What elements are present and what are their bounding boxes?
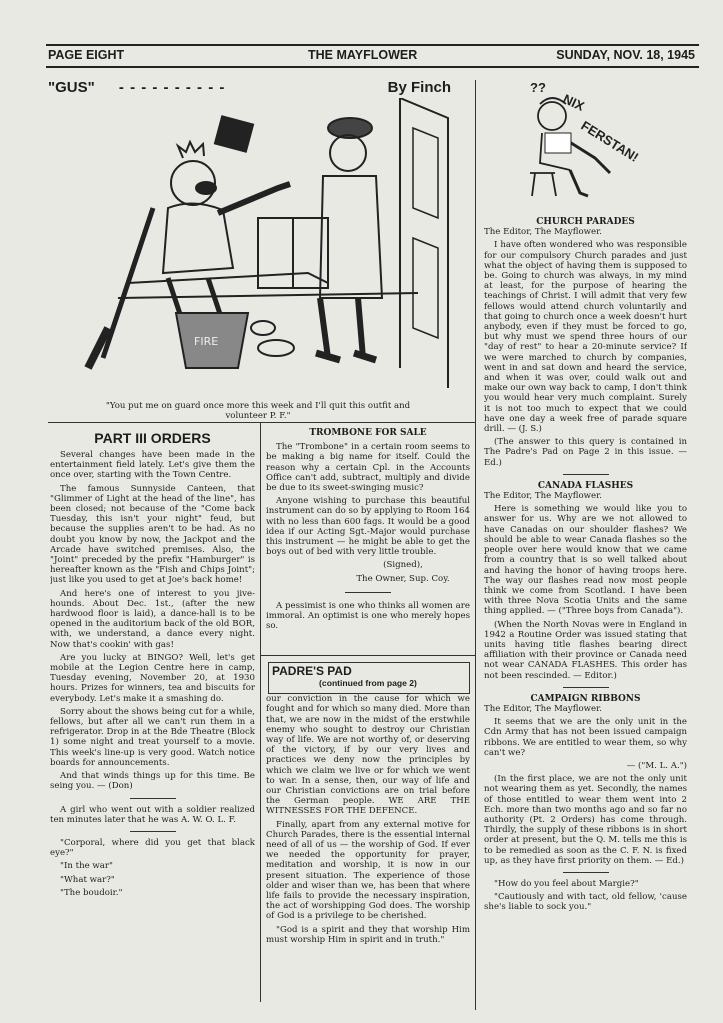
padre-article — [266, 664, 470, 1014]
trombone-para-1: The "Trombone" in a certain room seems to be making a big name for itself. Could the reason why a certain Cpl. in the Accounts Office can't add, subtract, multiply and divide be due to its sweet-swinging music? — [266, 442, 470, 494]
page-number: PAGE EIGHT — [48, 48, 125, 62]
padre-top-rule — [260, 655, 475, 656]
divider — [130, 831, 176, 832]
trombone-para-2: Anyone wishing to purchase this beautiful instrument can do so by applying to Room 164 with no less than 600 fags. It would be a good idea if our Acting Sgt.-Major would purchase this instrument — he might be able to get the boys out of bed with very little trouble. — [266, 496, 470, 558]
flashes-salutation: The Editor, The Mayflower. — [484, 491, 602, 502]
page-header — [46, 44, 699, 68]
issue-date: SUNDAY, NOV. 18, 1945 — [556, 48, 695, 62]
part3-para-4: Are you lucky at BINGO? Well, let's get mobile at the Legion Centre here in camp, Tuesday evening, November 20, at 1930 hours. Prizes for winners, tea and biscuits for everybody. Let's make it a smashing do. — [50, 652, 255, 704]
ribbons-letter: It seems that we are the only unit in the Cdn Army that has not been issued campaign ribbons. We are entitled to wear them, so why can't we? — [484, 717, 687, 758]
church-salutation: The Editor, The Mayflower. — [484, 227, 602, 238]
church-letter: I have often wondered who was responsible for our compulsory Church parades and just what the object of having them is supposed to be. Going to church was always, in my mind at least, for the purpose of hearing the teachings of Christ. I will admit that very few fellows would attend church voluntarily and that going to church once a week doesn't hurt anybody, even if they must be forced to go, but why must we spend three hours of our "day of rest" to hear a 20-minute service? If we were marched to church by companies, went in and sat down and heard the service, and when it was over, could walk out and make our own way back to camp, I don't think you would hear very much complaint. Surely it is not too much to expect that we could have one day a week free of parade square drill. — (J. S.) — [484, 240, 687, 435]
column-rule-right — [475, 80, 476, 1010]
church-parades-title: CHURCH PARADES — [536, 217, 635, 227]
part3-para-3: And here's one of interest to you jive-hounds. About Dec. 1st., (after the new hardwood floor is laid), a dance-hall is to be opened in the auditorium back of the old BOR, with, we understand, a dance every night. Now that's cookin' with gas! — [50, 588, 255, 650]
canada-flashes-title: CANADA FLASHES — [537, 480, 634, 491]
margie-joke-1: "How do you feel about Margie?" — [494, 878, 639, 889]
awol-joke: A girl who went out with a soldier realized ten minutes later that he was A. W. O. L. F. — [50, 804, 255, 825]
ribbons-answer: (In the first place, we are not the only unit not wearing them as yet. Secondly, the names of those entitled to wear them went into 2 Ech. more than two months ago and so far no authority (Pt. 2 Orders) has come through. Thirdly, the supply of these ribbons is in short order at present, but the Q. M. tells me this is to be remedied as soon as the C. F. N. is fixed up, as they have first priority on them. — Ed.) — [484, 774, 687, 866]
question-marks: ?? — [530, 80, 546, 95]
padre-para-1: our conviction in the cause for which we fought and for which so many died. More than that, we are now in the midst of the erstwhile enemy who sought to destroy our Christian way of life. We are not worthy of, or deserving of the victory, if by our very lives and practices we deny now the principles by which we claim we live or for which we went to war. In a sense, then, our way of life and our Christian convictions are on trial before the German people. WE ARE THE WITNESSES FOR THE DEFENCE. — [266, 694, 470, 817]
divider — [345, 592, 391, 593]
part3-para-2: The famous Sunnyside Canteen, that "Glimmer of Light at the head of the line", has been closed; not because of the "Come back Tuesday, this isn't your night" feud, but because the supplies aren't to be had. As no doubt you know by now, the Jackpot and the Arcade have switched premises. Also, the "Joint" preceded by the prefix "Hamburger" is hereafter known as the "Fish and Chips Joint"; just like you used to get at Joe's back home! — [50, 483, 255, 586]
part3-title: PART III ORDERS — [94, 430, 211, 446]
trombone-signer: The Owner, Sup. Coy. — [356, 573, 450, 584]
pessimist-joke: A pessimist is one who thinks all women are immoral. An optimist is one who merely hopes so. — [266, 600, 470, 632]
fire-bucket-label: FIRE — [194, 335, 219, 348]
part3-orders-column — [50, 430, 255, 1020]
padre-subtitle: (continued from page 2) — [319, 678, 417, 688]
campaign-ribbons-title: CAMPAIGN RIBBONS — [530, 693, 641, 704]
paper-title: THE MAYFLOWER — [308, 48, 418, 62]
comic-dashes: - - - - - - - - - - — [118, 79, 226, 96]
part3-para-5: Sorry about the shows being cut for a while, fellows, but after all we can't run them in a refrigerator. Drop in at the Bde Theatre (Block 1) some night and treat yourself to a movie. This week's line-up is very good. Watch notice boards for announcements. — [50, 706, 255, 768]
part3-para-1: Several changes have been made in the entertainment field lately. Let's give them the once over, starting with the Town Centre. — [50, 450, 255, 481]
trombone-title: TROMBONE FOR SALE — [309, 428, 427, 438]
joke-line-3: "What war?" — [60, 874, 115, 885]
padre-para-2: Finally, apart from any external motive for Church Parades, there is the essential internal need of all of us — the worship of God. If ever we needed the opportunity for prayer, meditation and worship, it is now in our present situation. The experience of those older and wiser than we, has been that where life fails to provide the necessary inspiration, the act of worshipping God does. The worship of God is a privilege to be cherished. — [266, 819, 470, 922]
ribbons-sign: — ("M. L. A.") — [626, 760, 687, 771]
flashes-letter: Here is something we would like you to answer for us. Why are we not allowed to have Canadas on our shoulder flashes? We should be able to wear Canada flashes so the people over here would know that we came from a country that is so well talked about and having the honor of having troops here. The way our flashes read now most people think we come from Scotland. I have been with three Nova Scotia Units and the same thing applied. — ("Three boys from Canada"). — [484, 504, 687, 617]
part3-para-6: And that winds things up for this time. Be seing you. — (Don) — [50, 771, 255, 792]
comic-title-bar — [48, 79, 453, 96]
caption-line-1: "You put me on guard once more this week and I'll quit this outfit and — [105, 401, 411, 411]
comic-caption — [58, 401, 458, 421]
ferstan-text: FERSTAN! — [578, 117, 642, 165]
trombone-signed: (Signed), — [383, 560, 423, 571]
caption-line-2: volunteer P. F." — [225, 411, 291, 421]
padre-title: PADRE'S PAD — [272, 664, 352, 678]
nix-text: NIX — [560, 91, 587, 114]
joke-line-2: "In the war" — [60, 861, 113, 872]
flashes-answer: (When the North Novas were in England in 1942 a Routine Order was issued stating that units having title flashes bearing direct affiliation with their province or Canada need not wear CANADA FLASHES. This order has not been rescinded. — Editor.) — [484, 619, 687, 681]
trombone-article — [266, 428, 470, 658]
gus-comic-illustration — [58, 98, 458, 394]
margie-joke-2: "Cautiously and with tact, old fellow, 'cause she's liable to sock you." — [484, 892, 687, 913]
joke-line-1: "Corporal, where did you get that black eye?" — [50, 837, 255, 859]
divider — [563, 474, 609, 475]
padre-para-3: "God is a spirit and they that worship Him must worship Him in spirit and in truth." — [266, 924, 470, 945]
column-rule-middle — [260, 422, 261, 1002]
divider — [563, 872, 609, 873]
nix-ferstan-cartoon — [500, 78, 680, 208]
divider — [130, 798, 176, 799]
comic-byline: By Finch — [387, 79, 451, 96]
letters-column — [484, 217, 687, 1015]
ribbons-salutation: The Editor, The Mayflower. — [484, 703, 602, 714]
comic-title: "GUS" — [48, 79, 95, 96]
joke-line-4: "The boudoir." — [60, 887, 123, 898]
comic-bottom-rule — [48, 422, 475, 423]
church-answer: (The answer to this query is contained in The Padre's Pad on Page 2 in this issue. — Ed.) — [484, 437, 687, 468]
divider — [563, 687, 609, 688]
